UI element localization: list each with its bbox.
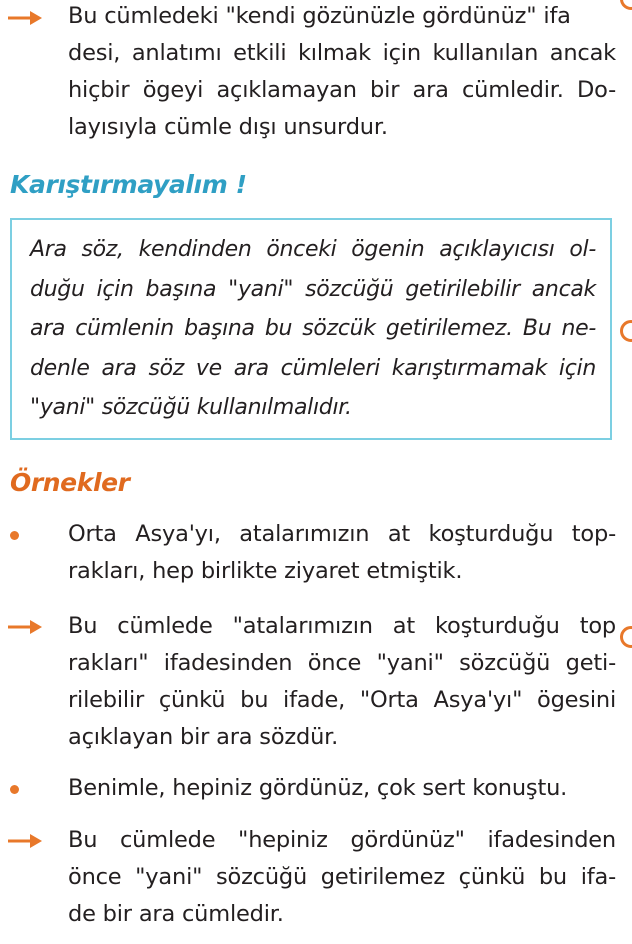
text-line: hiçbir ögeyi açıklamayan bir ara cümledir. Do- — [68, 77, 616, 103]
warning-text — [30, 230, 596, 428]
text-line: rakları" ifadesinden önce "yani" sözcüğü geti- — [68, 650, 616, 676]
text-line: rakları, hep birlikte ziyaret etmiştik. — [68, 558, 463, 584]
example-text — [68, 608, 616, 756]
text-line: Ara söz, kendinden önceki ögenin açıklayıcısı ol- — [30, 237, 596, 262]
text-line: layısıyla cümle dışı unsurdur. — [68, 114, 388, 140]
example-text — [68, 770, 616, 807]
bullet-dot-icon — [10, 785, 19, 794]
text-line: Benimle, hepiniz gördünüz, çok sert konuştu. — [68, 775, 568, 801]
examples-heading: Örnekler — [10, 468, 130, 497]
text-line: açıklayan bir ara sözdür. — [68, 724, 339, 750]
edge-tab-icon — [620, 320, 632, 342]
example-text — [68, 516, 616, 590]
warning-box — [10, 218, 612, 440]
text-line: önce "yani" sözcüğü getirilemez çünkü bu ifa- — [68, 864, 616, 890]
arrow-right-icon — [6, 831, 46, 851]
text-line: "yani" sözcüğü kullanılmalıdır. — [30, 395, 352, 420]
text-line: Bu cümlede "hepiniz gördünüz" ifadesinden — [68, 827, 616, 853]
text-line: rilebilir çünkü bu ifade, "Orta Asya'yı" ögesini — [68, 687, 616, 713]
arrow-right-icon — [6, 8, 46, 28]
text-line: Bu cümlede "atalarımızın at koşturduğu top — [68, 613, 616, 639]
text-line: de bir ara cümledir. — [68, 901, 284, 927]
text-line: denle ara söz ve ara cümleleri karıştırmamak için — [30, 355, 596, 381]
arrow-right-icon — [6, 617, 46, 637]
edge-tab-icon — [620, 0, 632, 10]
example-text — [68, 822, 616, 933]
top-note-text — [68, 0, 616, 146]
text-line: duğu için başına "yani" sözcüğü getirilebilir ancak — [30, 276, 596, 302]
text-line: desi, anlatımı etkili kılmak için kullanılan ancak — [68, 40, 616, 66]
edge-tab-icon — [620, 626, 632, 648]
text-line: Orta Asya'yı, atalarımızın at koşturduğu top- — [68, 521, 616, 547]
text-line: ara cümlenin başına bu sözcük getirilemez. Bu ne- — [30, 316, 596, 341]
text-line: Bu cümledeki "kendi gözünüzle gördünüz" ifa — [68, 3, 571, 29]
warning-heading: Karıştırmayalım ! — [10, 170, 247, 199]
bullet-dot-icon — [10, 531, 19, 540]
